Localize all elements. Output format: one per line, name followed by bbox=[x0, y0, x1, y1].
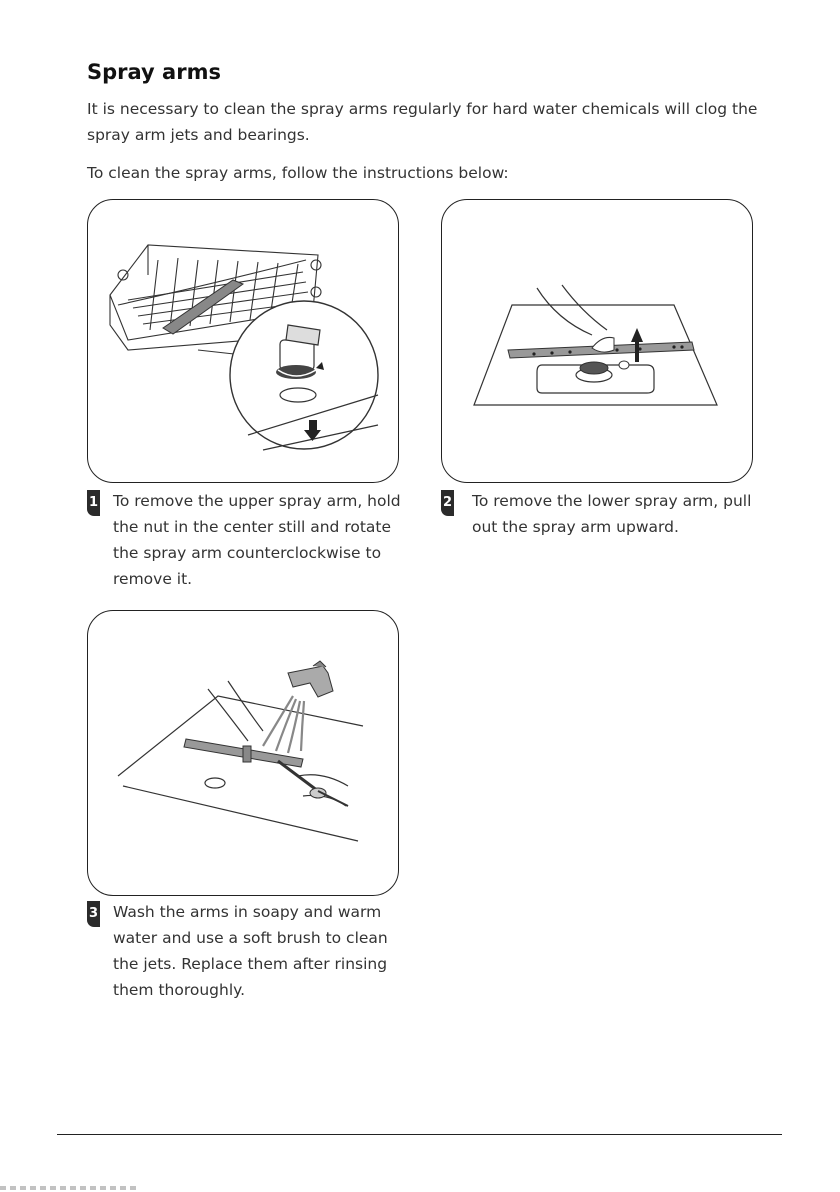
footer-rule bbox=[57, 1134, 782, 1135]
step-3-text: Wash the arms in soapy and warm water and use a soft brush to clean the jets. Replace them after rinsing them thoroughly. bbox=[113, 903, 388, 999]
step-number-badge: 3 bbox=[87, 901, 100, 927]
illustration-upper-spray-arm bbox=[87, 199, 399, 483]
upper-rack-spray-arm-drawing bbox=[88, 200, 398, 482]
step-number-badge: 1 bbox=[87, 490, 100, 516]
step-number-badge: 2 bbox=[441, 490, 454, 516]
crop-marks bbox=[0, 1186, 140, 1190]
step-1-text: To remove the upper spray arm, hold the nut in the center still and rotate the spray arm counterclockwise to remove it. bbox=[113, 492, 401, 588]
illustration-lower-spray-arm bbox=[441, 199, 753, 483]
washing-spray-arm-drawing bbox=[88, 611, 398, 895]
step-2-text: To remove the lower spray arm, pull out the spray arm upward. bbox=[472, 492, 752, 536]
intro-paragraph: It is necessary to clean the spray arms regularly for hard water chemicals will clog the spray arm jets and bearings. bbox=[87, 100, 758, 144]
instruction-paragraph: To clean the spray arms, follow the instructions below: bbox=[87, 164, 509, 182]
illustration-washing-spray-arm bbox=[87, 610, 399, 896]
section-title: Spray arms bbox=[87, 60, 221, 84]
lower-spray-arm-drawing bbox=[442, 200, 752, 482]
